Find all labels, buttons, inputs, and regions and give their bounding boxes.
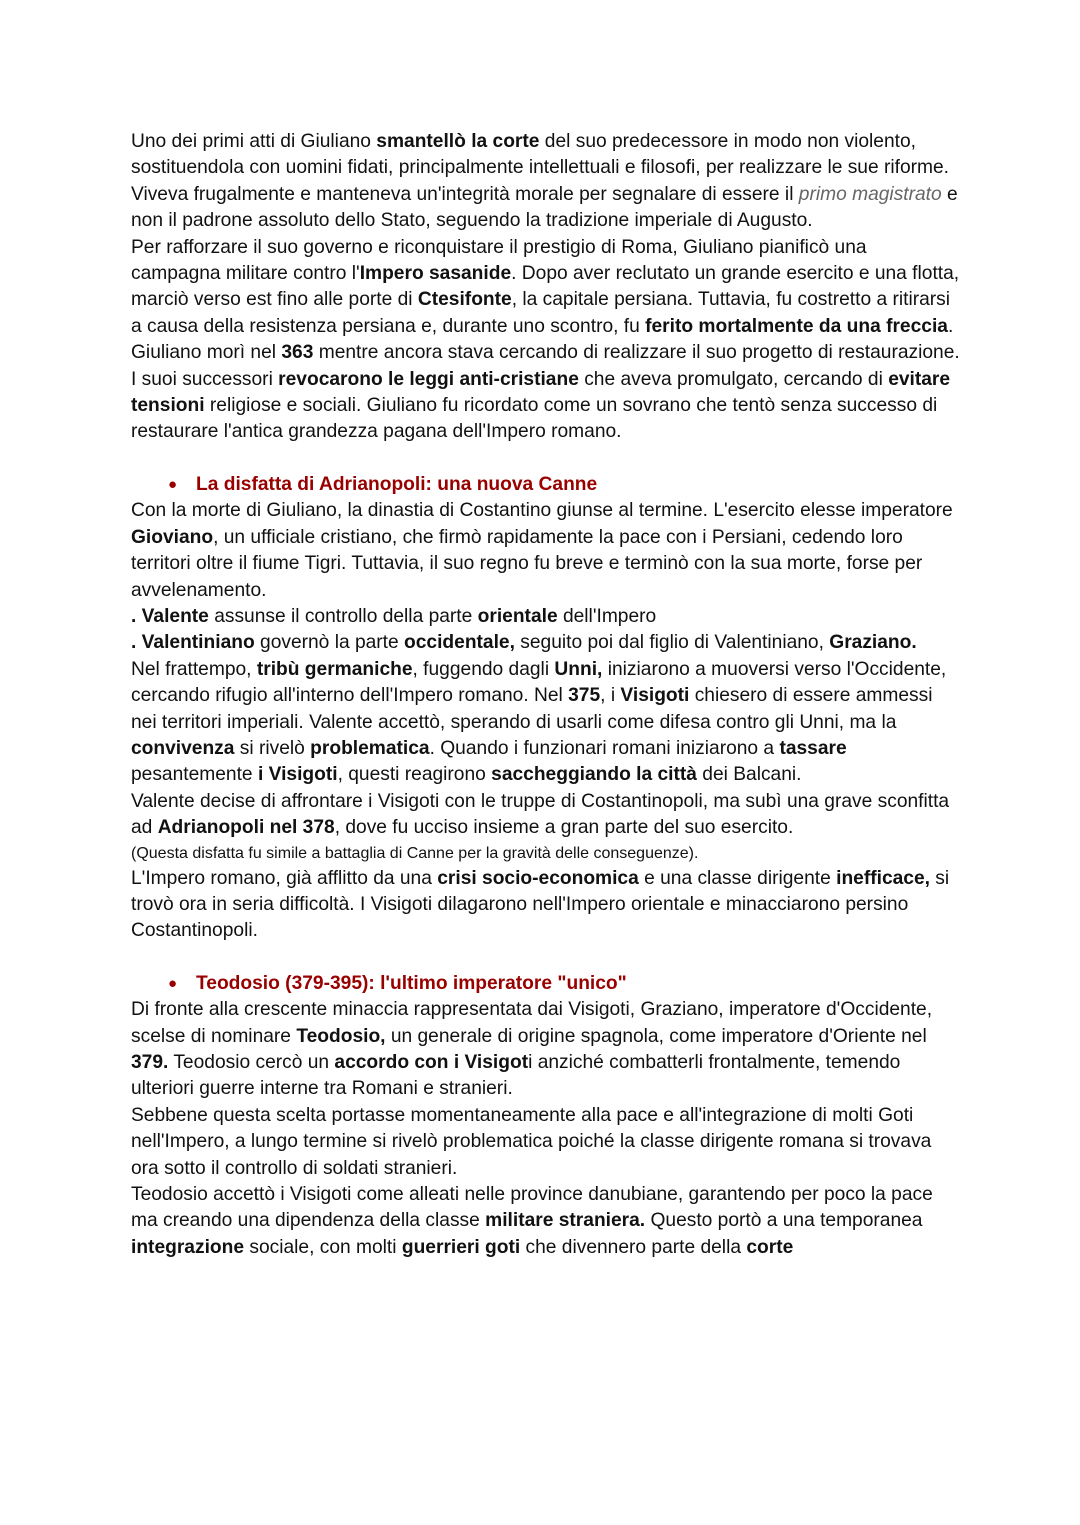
text: si rivelò (234, 737, 311, 759)
text: governò la parte (254, 632, 405, 654)
text: i anziché combatterli frontalmente, temendo ulteriori guerre interne tra Romani e stranieri. (131, 1052, 901, 1100)
text: Per rafforzare il suo governo e riconquistare il prestigio di Roma, Giuliano pianificò una campagna militare contro l' (131, 236, 867, 285)
text: Viveva frugalmente e manteneva un'integrità morale per segnalare di essere il (131, 183, 799, 205)
bold-text: crisi socio-economica (437, 867, 639, 889)
text: , questi reagirono (337, 764, 492, 786)
bold-text: evitare tensioni (131, 368, 951, 417)
document-page (131, 129, 961, 1261)
text: . (947, 315, 954, 337)
text: L'Impero romano, già afflitto da una (131, 867, 438, 889)
paragraph-visigoti (131, 657, 961, 789)
paragraph-valente (131, 604, 961, 630)
paragraph-valentiniano (131, 630, 961, 656)
paragraph-integrazione-goti: Sebbene questa scelta portasse momentaneamente alla pace e all'integrazione di molti Goti nell'Impero, a lungo termine si rivelò problematica poiché la classe dirigente romana si trovava ora sotto il controllo di soldati stranieri. (131, 1104, 932, 1179)
paragraph-sconfitta-valente (131, 789, 961, 842)
text: pesantemente (131, 764, 258, 786)
text: del suo predecessore in modo non violento, sostituendola con uomini fidati, principalmente intellettuali e filosofi, per realizzare le sue riforme. (131, 131, 950, 179)
bold-text: ferito mortalmente da una freccia (645, 315, 948, 337)
text: seguito poi dal figlio di Valentiniano, (514, 632, 830, 654)
text: e non il padrone assoluto dello Stato, seguendo la tradizione imperiale di Augusto. (131, 183, 958, 232)
heading-text: La disfatta di Adrianopoli: una nuova Canne (196, 473, 598, 495)
note-canne: (Questa disfatta fu simile a battaglia di Canne per la gravità delle conseguenze). (131, 844, 699, 862)
paragraph-primo-magistrato (131, 182, 961, 235)
bold-text: revocarono le leggi anti-cristiane (278, 368, 579, 390)
bold-text: accordo con i Visigot (334, 1052, 529, 1073)
bold-text: Visigoti (620, 685, 690, 707)
paragraph-successori (131, 367, 961, 446)
paragraph-alleati-danubiani (131, 1182, 961, 1261)
text: religiose e sociali. Giuliano fu ricordato come un sovrano che tentò senza successo di restaurare l'antica grandezza pagana dell'Impero romano. (131, 395, 938, 443)
paragraph-morte-giuliano (131, 340, 961, 366)
bold-text: guerrieri goti (401, 1236, 521, 1258)
bold-text: integrazione (131, 1236, 245, 1258)
bold-text: 379. (131, 1052, 169, 1073)
text: dei Balcani. (696, 764, 802, 786)
text: Di fronte alla crescente minaccia rappresentata dai Visigoti, Graziano, imperatore d'Occidente, scelse di nominare (131, 999, 933, 1047)
spacer (131, 945, 961, 971)
text: . Quando i funzionari romani iniziarono a (429, 737, 780, 759)
text: mentre ancora stava cercando di realizzare il suo progetto di restaurazione. (313, 342, 960, 364)
text: Nel frattempo, (131, 658, 257, 680)
text: un generale di origine spagnola, come imperatore d'Oriente nel (385, 1025, 927, 1047)
bold-text: corte (746, 1236, 794, 1258)
paragraph-gioviano (131, 498, 961, 604)
text: Giuliano morì nel (131, 342, 282, 364)
paragraph-giuliano-corte (131, 129, 961, 182)
bold-text: militare straniera. (485, 1210, 646, 1232)
bold-text: convivenza (131, 737, 235, 759)
bold-text: 375 (568, 685, 601, 707)
bold-text: Unni, (554, 658, 603, 680)
bold-text: . Valente (131, 605, 209, 627)
bold-text: Graziano. (829, 632, 917, 654)
bold-text: occidentale, (404, 632, 515, 654)
text: , dove fu ucciso insieme a gran parte del suo esercito. (334, 817, 794, 839)
text: , la capitale persiana. Tuttavia, fu costretto a ritirarsi a causa della resistenza persiana e, durante uno scontro, fu (131, 289, 951, 337)
text: . Dopo aver reclutato un grande esercito e una flotta, marciò verso est fino alle porte di (131, 263, 960, 311)
bold-text: Ctesifonte (417, 289, 512, 311)
text: assunse il controllo della parte (208, 605, 478, 627)
text: iniziarono a muoversi verso l'Occidente, cercando rifugio all'interno dell'Impero romano. Nel (131, 658, 947, 707)
text: e una classe dirigente (638, 867, 837, 889)
bold-text: problematica (310, 737, 430, 759)
text: che aveva promulgato, cercando di (578, 368, 889, 390)
bold-text: smantellò la corte (376, 131, 540, 152)
bold-text: . Valentiniano (131, 632, 255, 654)
bold-text: tassare (779, 737, 847, 759)
bold-text: saccheggiando la città (491, 764, 697, 786)
text: Teodosio accettò i Visigoti come alleati nelle province danubiane, garantendo per poco la pace ma creando una dipendenza della classe (131, 1184, 933, 1232)
bullet-icon: ● (168, 974, 178, 992)
heading-text: Teodosio (379-395): l'ultimo imperatore "unico" (196, 972, 627, 994)
text: Questo portò a una temporanea (645, 1210, 923, 1232)
italic-term: primo magistrato (798, 183, 942, 205)
bold-text: inefficace, (836, 867, 930, 889)
bullet-icon: ● (168, 475, 178, 493)
text: , fuggendo dagli (412, 658, 555, 680)
section-heading-adrianopoli (131, 472, 961, 498)
text: Con la morte di Giuliano, la dinastia di Costantino giunse al termine. L'esercito elesse imperatore (131, 500, 953, 522)
text: Uno dei primi atti di Giuliano (131, 131, 377, 152)
text: , un ufficiale cristiano, che firmò rapidamente la pace con i Persiani, cedendo loro territori oltre il fiume Tigri. Tuttavia, il suo regno fu breve e terminò con la sua morte, forse per avvelenamento. (131, 526, 923, 601)
text: Teodosio cercò un (168, 1052, 335, 1073)
bold-text: Impero sasanide (359, 263, 512, 285)
bold-text: i Visigoti (257, 764, 338, 786)
text: si trovò ora in seria difficoltà. I Visigoti dilagarono nell'Impero orientale e minacciarono persino Costantinopoli. (131, 867, 950, 942)
section-heading-teodosio (131, 971, 961, 997)
bold-text: Gioviano (131, 526, 214, 548)
text: chiesero di essere ammessi nei territori imperiali. Valente accettò, sperando di usarli come difesa contro gli Unni, ma la (131, 685, 933, 733)
text: , i (600, 685, 621, 707)
paragraph-campagna-sasanide (131, 235, 961, 341)
paragraph-crisi (131, 866, 961, 945)
bold-text: 363 (281, 342, 314, 364)
text: I suoi successori (131, 368, 279, 390)
bold-text: Adrianopoli nel 378 (157, 817, 335, 839)
bold-text: Teodosio, (296, 1025, 386, 1047)
bold-text: tribù germaniche (256, 658, 413, 680)
text: sociale, con molti (244, 1236, 402, 1258)
text: che divennero parte della (520, 1236, 747, 1258)
spacer (131, 446, 961, 472)
bold-text: orientale (477, 605, 558, 627)
text: Valente decise di affrontare i Visigoti con le truppe di Costantinopoli, ma subì una grave sconfitta ad (131, 790, 950, 839)
text: dell'Impero (557, 605, 657, 627)
paragraph-nomina-teodosio (131, 997, 961, 1103)
